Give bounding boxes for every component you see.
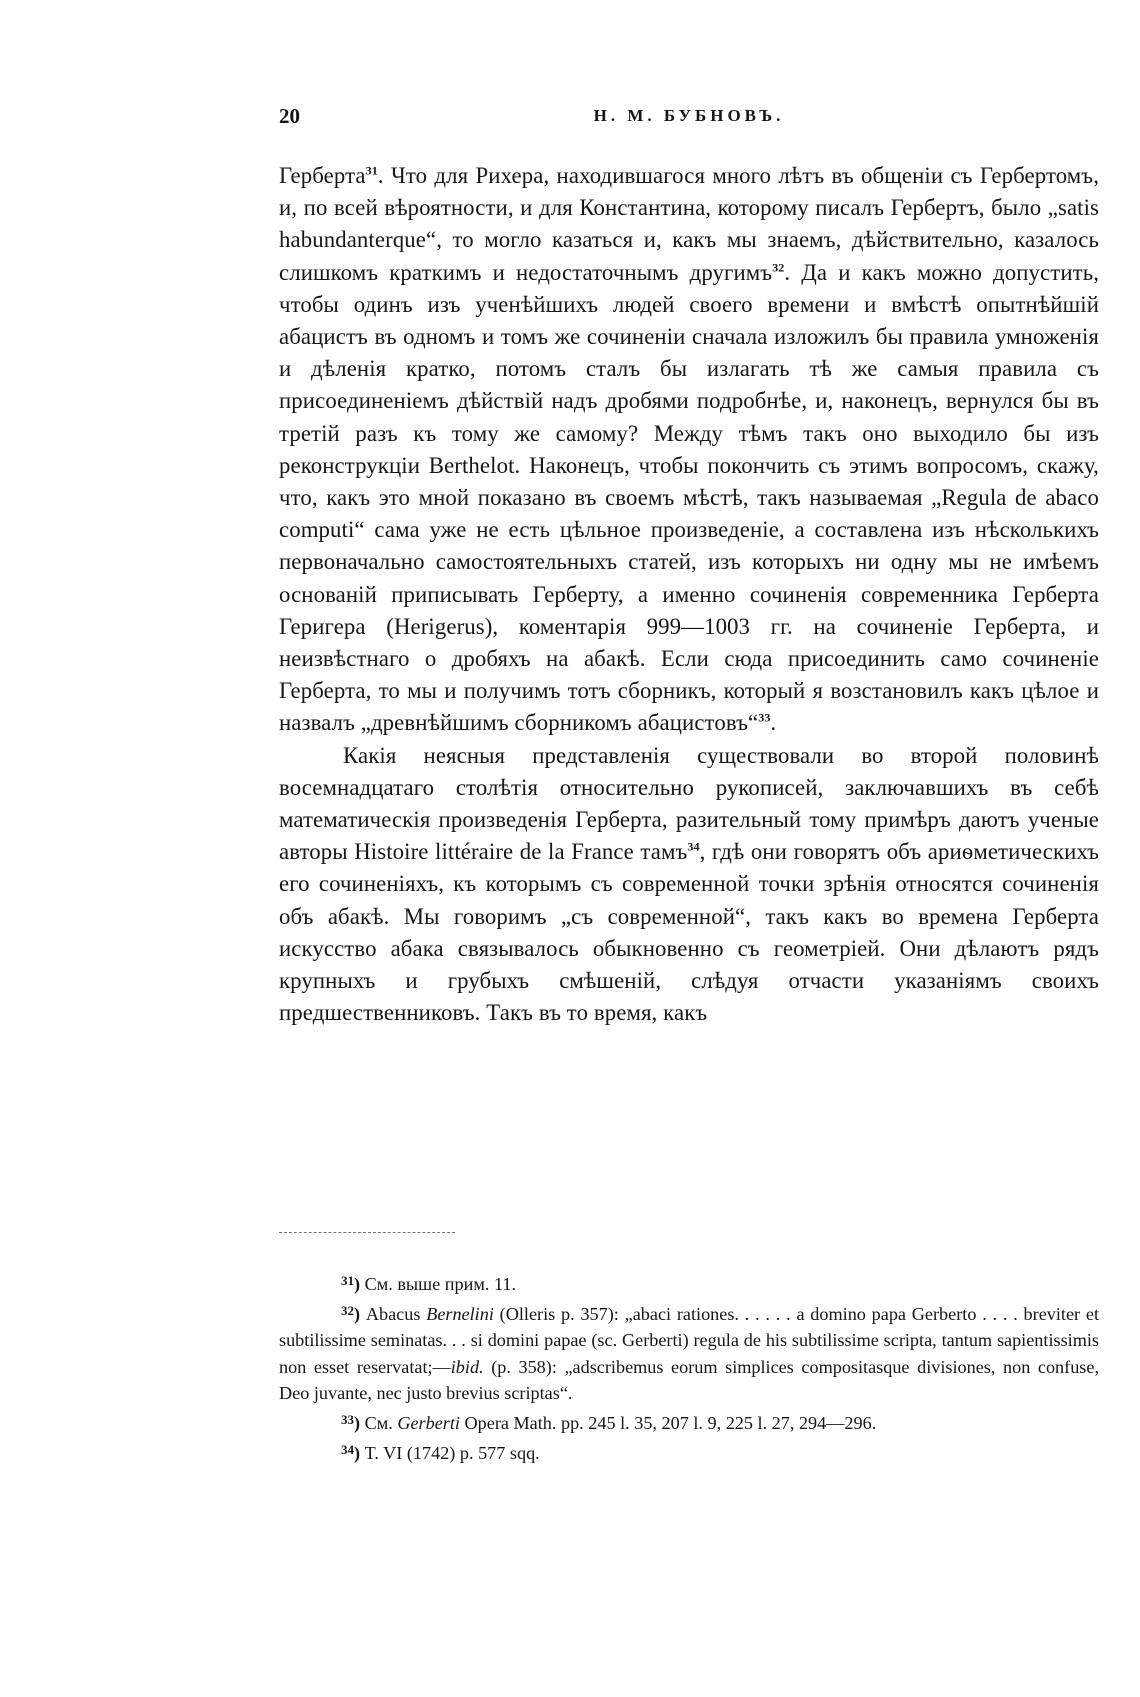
italic-text: Gerberti xyxy=(397,1413,460,1434)
footnote-reference: 32 xyxy=(772,260,785,275)
text-run: См. выше прим. 11. xyxy=(364,1274,516,1295)
footnotes xyxy=(279,1268,1099,1466)
footnote-paren: ) xyxy=(354,1413,365,1434)
footnote-paren: ) xyxy=(354,1303,366,1324)
footnote-number: 33 xyxy=(341,1411,354,1427)
page-header xyxy=(279,104,1099,134)
text-run: Какія неясныя представленія существовали во второй половинѣ восемнадцатаго столѣтія относительно рукописей, заключавшихъ въ себѣ математическія произведенія Герберта, разительный тому примѣръ даютъ ученые авторы Histoire littéraire de la France тамъ xyxy=(279,742,1099,865)
footnote-number: 34 xyxy=(341,1441,354,1457)
text-run: См. xyxy=(364,1413,398,1434)
footnote-number: 31 xyxy=(341,1273,354,1288)
text-run: . Да и какъ можно допустить, чтобы одинъ изъ ученѣйшихъ людей своего времени и вмѣстѣ опытнѣйшій абацистъ въ одномъ и томъ же сочиненіи сначала изложилъ бы правила умноженія и дѣленія кратко, потомъ сталъ бы излагать тѣ же самыя правила съ присоединеніемъ дѣйствій надъ дробями подробнѣе, и, наконецъ, вернулся бы въ третій разъ къ тому же самому? Между тѣмъ такъ оно выходило бы изъ реконструкціи Berthelot. Наконецъ, чтобы покончить съ этимъ вопросомъ, скажу, что, какъ это мной показано въ своемъ мѣстѣ, такъ называемая „Regula de abaco computi“ сама уже не есть цѣльное произведеніе, а составлена изъ нѣсколькихъ первоначально самостоятельныхъ статей, изъ которыхъ ни одну мы не имѣемъ основаній приписывать Герберту, а именно сочиненія современника Герберта Геригера (Herigerus), коментарія 999—1003 гг. на сочиненіе Герберта, и неизвѣстнаго о дробяхъ на абакѣ. Если сюда присоединить само сочиненіе Герберта, то мы и получимъ тотъ сборникъ, который я возстановилъ какъ цѣлое и назвалъ „древнѣйшимъ сборникомъ абацистовъ“ xyxy=(279,259,1099,736)
text-run: (p. 358): „adscribemus eorum simplices compositasque divisiones, non confuse, Deo juvante, nec justo brevius scriptas“. xyxy=(279,1356,1099,1404)
footnote-reference: 33 xyxy=(758,711,771,726)
body-text xyxy=(279,160,1099,1029)
footnote xyxy=(279,1298,1099,1407)
paragraph xyxy=(279,160,1099,740)
footnote-paren: ) xyxy=(354,1442,365,1463)
footnote xyxy=(279,1268,1099,1298)
text-run: (Olleris p. 357): „abaci rationes. . . . . . a domino papa Gerberto . . . . breviter et subtilissime seminatas. . . si domini papae (sc. Gerberti) regula de his subtilissime scripta, tantum sapientissimis non esset reservatat;— xyxy=(279,1303,1100,1377)
footnote-reference: 34 xyxy=(687,839,700,854)
text-run: T. VI (1742) p. 577 sqq. xyxy=(364,1442,540,1463)
paragraph xyxy=(279,740,1099,1030)
text-run: Abacus xyxy=(365,1303,427,1324)
text-run: Opera Math. pp. 245 l. 35, 207 l. 9, 225 l. 27, 294—296. xyxy=(459,1413,877,1434)
text-run: . Что для Рихера, находившагося много лѣтъ въ общеніи съ Гербертомъ, и, по всей вѣроятности, и для Константина, которому писалъ Гербертъ, было „satis habundanterque“, то могло казаться и, какъ мы знаемъ, дѣйствительно, казалось слишкомъ краткимъ и недостаточнымъ другимъ xyxy=(279,163,1099,285)
italic-text: Bernelini xyxy=(426,1303,494,1324)
footnote-separator xyxy=(279,1232,455,1233)
running-head: Н. М. БУБНОВЪ. xyxy=(593,106,785,125)
page-number: 20 xyxy=(279,104,300,128)
footnote xyxy=(279,1407,1099,1437)
italic-text: ibid. xyxy=(450,1356,484,1377)
text-run: . xyxy=(770,710,777,736)
text-run: , гдѣ они говорятъ объ ариѳметическихъ его сочиненіяхъ, къ которымъ съ современной точки зрѣнія относятся сочиненія объ абакѣ. Мы говоримъ „съ современной“, такъ какъ во времена Герберта искусство абака связывалось обыкновенно съ геометріей. Они дѣлаютъ рядъ крупныхъ и грубыхъ смѣшеній, слѣдуя отчасти указаніямъ своихъ предшественниковъ. Такъ въ то время, какъ xyxy=(279,839,1099,1026)
text-run: Герберта xyxy=(279,163,366,188)
footnote xyxy=(279,1437,1099,1467)
footnote-number: 32 xyxy=(341,1302,354,1318)
footnote-reference: 31 xyxy=(365,163,378,178)
footnote-paren: ) xyxy=(354,1274,365,1295)
